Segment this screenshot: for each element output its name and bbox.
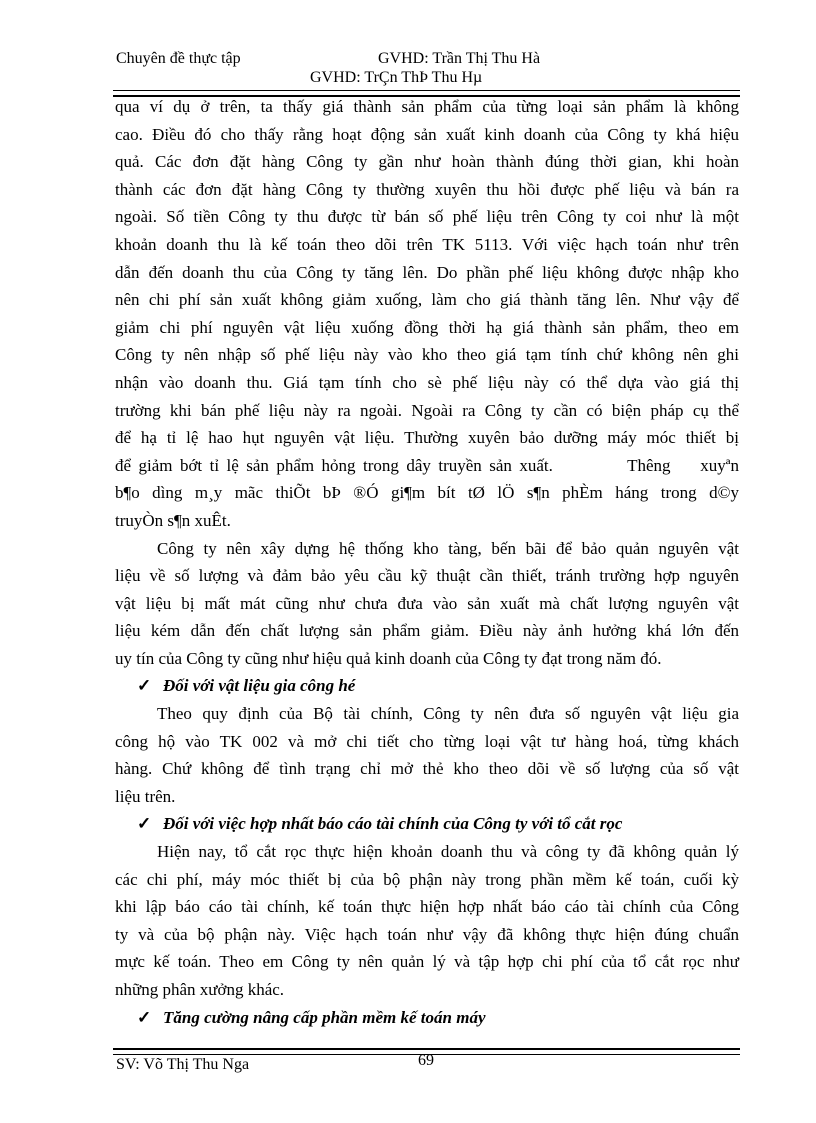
- text-line: vật liệu bị mất mát cũng như chưa đưa vào sản xuất mà chất lượng nguyên vật: [115, 593, 739, 613]
- section-heading-consolidation: [115, 810, 739, 838]
- text-line: qua ví dụ ở trên, ta thấy giá thành sản phẩm của từng loại sản phẩm là không: [115, 97, 739, 116]
- text-line: để giảm bớt tỉ lệ sản phẩm hỏng trong dây truyền sản xuất. Thêng xuyªn: [115, 455, 739, 475]
- header-advisor-garbled: GVHD: TrÇn ThÞ Thu Hµ: [310, 69, 483, 86]
- text-line: trường khi bán phế liệu này ra ngoài. Ngoài ra Công ty cần có biện pháp cụ thể: [115, 400, 739, 420]
- text-line: truyÒn s¶n xuÊt.: [115, 510, 231, 530]
- page-number: 69: [418, 1052, 434, 1069]
- text-line: công hộ vào TK 002 và mở chi tiết cho từng loại vật tư hàng hoá, từng khách: [115, 731, 739, 751]
- text-line: nên chi phí sản xuất không giảm xuống, làm cho giá thành tăng lên. Như vậy để: [115, 290, 739, 310]
- text-line: ngoài. Số tiền Công ty thu được từ bán số phế liệu trên Công ty coi như là một: [115, 207, 739, 227]
- footer-student: SV: Võ Thị Thu Nga: [116, 1056, 250, 1073]
- text-line: Theo quy định của Bộ tài chính, Công ty nên đưa số nguyên vật liệu gia: [157, 704, 739, 724]
- heading-text: Đối với việc hợp nhất báo cáo tài chính của Công ty với tổ cắt rọc: [163, 814, 623, 834]
- text-line: Hiện nay, tổ cắt rọc thực hiện khoản doanh thu và công ty đã không quản lý: [157, 842, 739, 862]
- text-line: các chi phí, máy móc thiết bị của bộ phận này trong phần mềm kế toán, cuối kỳ: [115, 869, 739, 889]
- text-line: liệu trên.: [115, 786, 176, 806]
- checkmark-icon: ✓: [137, 1007, 152, 1027]
- header-advisor: GVHD: Trần Thị Thu Hà: [378, 50, 541, 67]
- text-line: để hạ tỉ lệ hao hụt nguyên vật liệu. Thường xuyên bảo dưỡng máy móc thiết bị: [115, 428, 739, 448]
- text-line: khoản doanh thu là kế toán theo dõi trên TK 5113. Với việc hạch toán như trên: [115, 234, 739, 254]
- text-line: b¶o dìng m¸y mãc thiÕt bÞ ®Ó gi¶m bít tØ lÖ s¶n phÈm háng trong d©y: [115, 483, 739, 503]
- text-line: mực kế toán. Theo em Công ty nên quản lý và tập hợp chi phí của tổ cắt rọc như: [115, 952, 739, 972]
- text-line: liệu kém dẫn đến chất lượng sản phẩm giảm. Điều này ảnh hưởng khá lớn đến: [115, 621, 739, 641]
- paragraph-scrap-revenue: [115, 93, 739, 535]
- heading-text: Đối với vật liệu gia công hé: [163, 676, 356, 696]
- text-line: liệu về số lượng và đảm bảo yêu cầu kỹ thuật cần thiết, tránh trường hợp nguyên: [115, 566, 739, 586]
- section-heading-processing-materials: [115, 672, 739, 700]
- paragraph-cutting-team: [115, 838, 739, 1004]
- checkmark-icon: ✓: [137, 676, 152, 696]
- heading-text: Tăng cường nâng cấp phần mềm kế toán máy: [163, 1007, 486, 1027]
- section-heading-software-upgrade: [115, 1004, 739, 1032]
- text-line: Công ty nên xây dựng hệ thống kho tàng, bến bãi để bảo quản nguyên vật: [157, 538, 739, 558]
- text-line: cao. Điều đó cho thấy rằng hoạt động sản xuất kinh doanh của Công ty khá hiệu: [115, 124, 739, 144]
- text-line: những phân xưởng khác.: [115, 980, 285, 999]
- text-line: khi lập báo cáo tài chính, kế toán thực hiện hợp nhất báo cáo tài chính của Công: [115, 897, 739, 917]
- paragraph-tk002: [115, 700, 739, 810]
- text-line: giảm chi phí nguyên vật liệu xuống đồng thời hạ giá thành sản phẩm, theo em: [115, 317, 739, 337]
- text-line: ty và của bộ phận này. Việc hạch toán như vậy đã không thực hiện đúng chuẩn: [115, 924, 739, 944]
- text-line: uy tín của Công ty cũng như hiệu quả kinh doanh của Công ty đạt trong năm đó.: [115, 648, 662, 668]
- text-line: nhận vào doanh thu. Giá tạm tính cho sè phế liệu này có thể dựa vào giá thị: [115, 372, 739, 392]
- text-line: thành các đơn đặt hàng Công ty thường xuyên thu hồi được phế liệu và bán ra: [115, 179, 739, 199]
- checkmark-icon: ✓: [137, 814, 152, 834]
- text-line: dẫn đến doanh thu của Công ty tăng lên. Do phần phế liệu không được nhập kho: [115, 262, 739, 282]
- text-line: Công ty nên nhập số phế liệu này vào kho theo giá tạm tính chứ không nên ghi: [115, 345, 739, 365]
- paragraph-warehouse: [115, 535, 739, 673]
- text-line: hàng. Chứ không để tình trạng chỉ mở thẻ kho theo dõi về số lượng của số vật: [115, 759, 739, 779]
- text-line: quả. Các đơn đặt hàng Công ty gần như hoàn thành đúng thời gian, khi hoàn: [115, 152, 739, 172]
- header-topic: Chuyên đề thực tập: [116, 50, 241, 67]
- document-body: [115, 93, 739, 1031]
